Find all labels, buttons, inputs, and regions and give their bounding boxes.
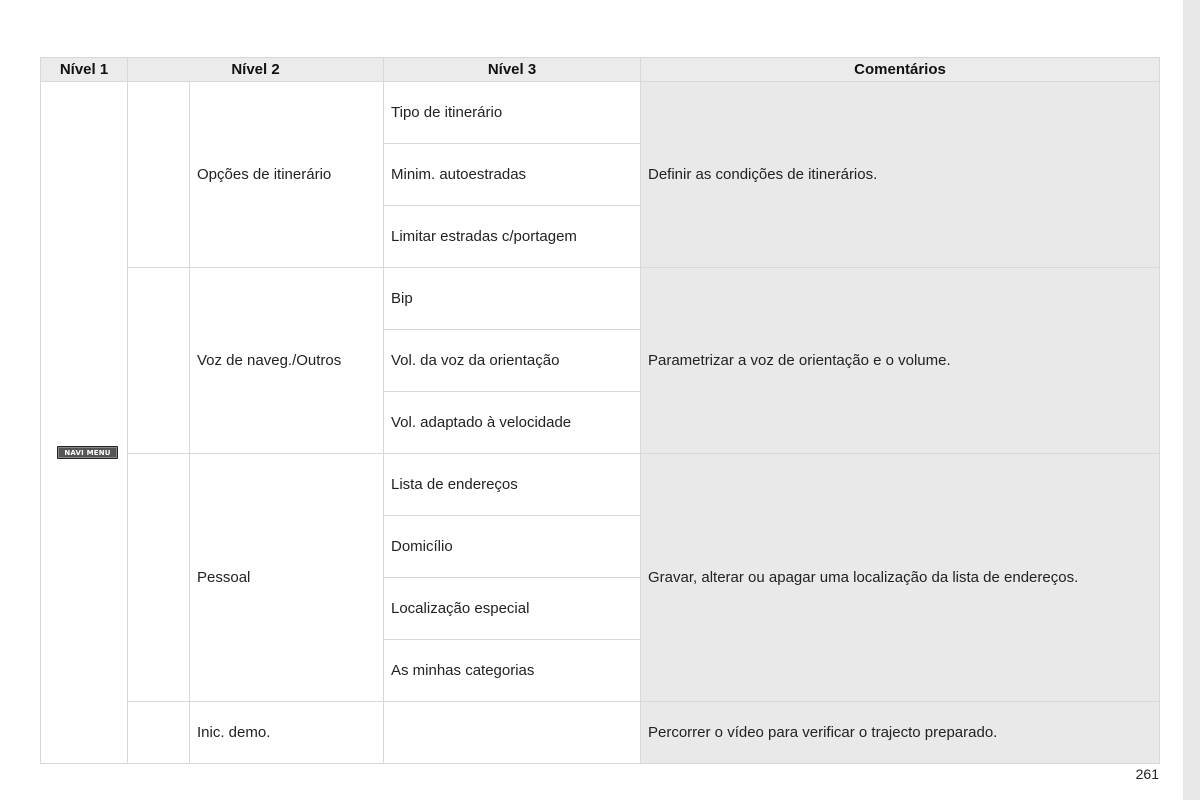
level1-cell — [41, 82, 128, 764]
level3-cell: Bip — [384, 268, 641, 330]
level2-cell: Inic. demo. — [190, 702, 384, 764]
header-row — [41, 58, 1160, 82]
level3-cell: Lista de endereços — [384, 454, 641, 516]
level3-cell: Limitar estradas c/portagem — [384, 206, 641, 268]
header-comments: Comentários — [641, 58, 1160, 82]
level3-cell: Minim. autoestradas — [384, 144, 641, 206]
navigation-menu-table — [40, 57, 1160, 764]
page-number: 261 — [1135, 766, 1159, 782]
level2-cell: Pessoal — [190, 454, 384, 702]
table-row — [41, 702, 1160, 764]
blank-cell — [128, 454, 190, 702]
header-level3: Nível 3 — [384, 58, 641, 82]
level2-cell: Voz de naveg./Outros — [190, 268, 384, 454]
blank-cell — [128, 268, 190, 454]
level3-cell: Vol. da voz da orientação — [384, 330, 641, 392]
header-level2: Nível 2 — [128, 58, 384, 82]
page-edge-strip — [1183, 0, 1200, 800]
level3-cell: As minhas categorias — [384, 640, 641, 702]
navi-menu-button-icon: NAVI MENU — [57, 446, 117, 459]
header-level1: Nível 1 — [41, 58, 128, 82]
table-row — [41, 268, 1160, 330]
level2-cell: Opções de itinerário — [190, 82, 384, 268]
blank-cell — [128, 702, 190, 764]
level3-cell: Localização especial — [384, 578, 641, 640]
level3-cell: Tipo de itinerário — [384, 82, 641, 144]
comment-cell: Definir as condições de itinerários. — [641, 82, 1160, 268]
table-row — [41, 82, 1160, 144]
blank-cell — [128, 82, 190, 268]
comment-cell: Gravar, alterar ou apagar uma localização da lista de endereços. — [641, 454, 1160, 702]
comment-cell: Percorrer o vídeo para verificar o trajecto preparado. — [641, 702, 1160, 764]
comment-cell: Parametrizar a voz de orientação e o volume. — [641, 268, 1160, 454]
level3-cell: Vol. adaptado à velocidade — [384, 392, 641, 454]
table-row — [41, 454, 1160, 516]
level3-cell — [384, 702, 641, 764]
level3-cell: Domicílio — [384, 516, 641, 578]
